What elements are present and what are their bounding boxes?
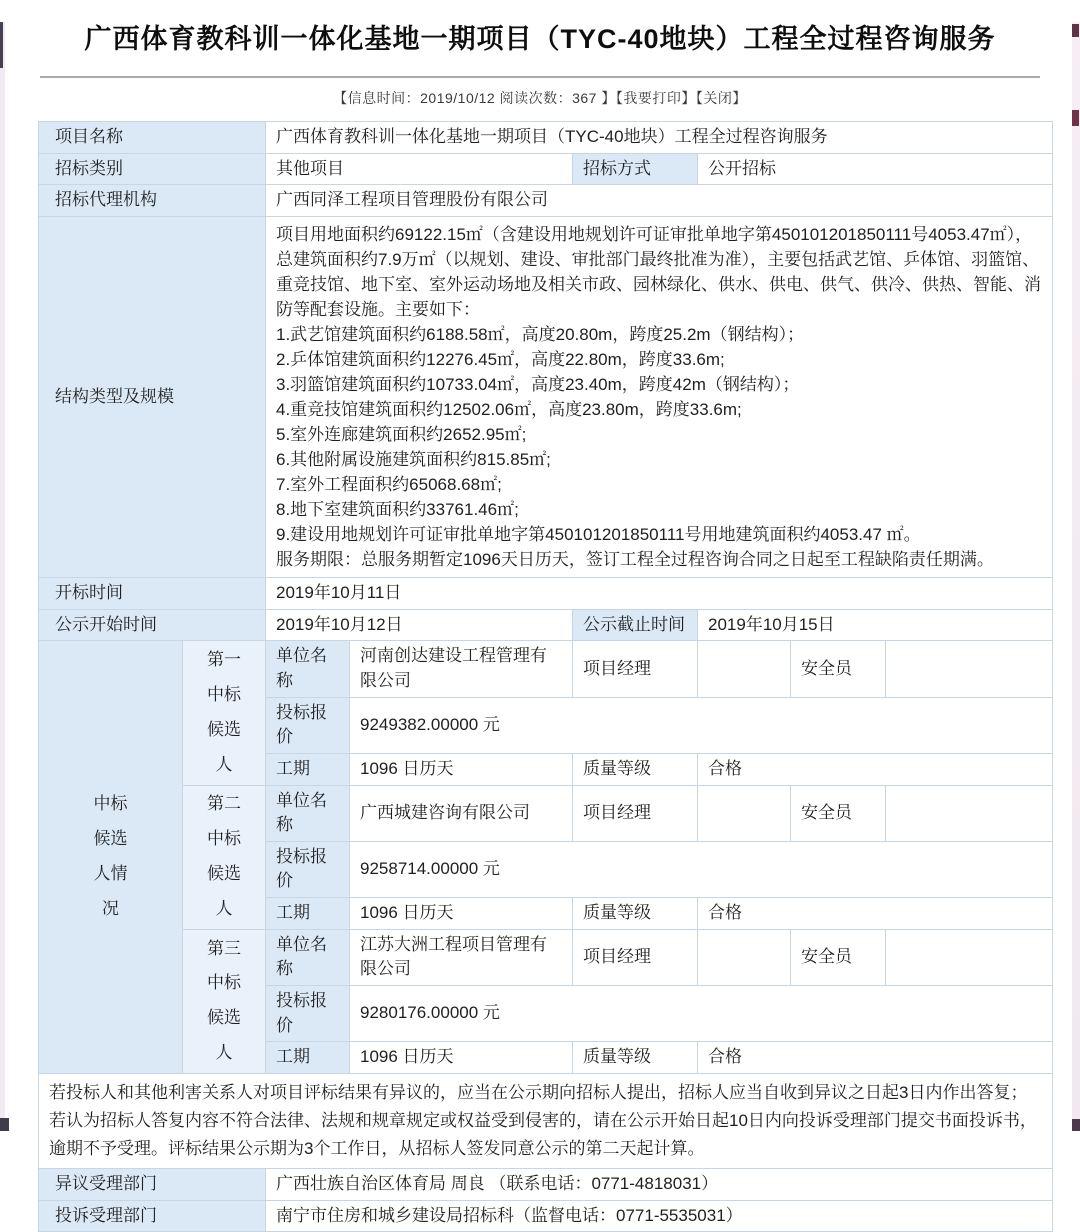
- table-row: [39, 1168, 1053, 1200]
- structure-service-period: 服务期限：总服务期暂定1096天日历天，签订工程全过程咨询合同之日起至工程缺陷责任期满。: [276, 550, 994, 570]
- structure-value: [266, 217, 1053, 578]
- candidate-safety-label: 安全员: [791, 641, 886, 697]
- announcement-table: [38, 121, 1053, 1232]
- candidate-duration-label: 工期: [266, 1042, 350, 1074]
- candidate-unit-value: 江苏大洲工程项目管理有限公司: [350, 929, 573, 985]
- candidate-safety-value: [886, 641, 1053, 697]
- structure-item: 7.室外工程面积约65068.68㎡;: [276, 475, 502, 495]
- project-name-value: 广西体育教科训一体化基地一期项目（TYC-40地块）工程全过程咨询服务: [266, 122, 1053, 154]
- corner-mark-top-right: [1072, 24, 1079, 37]
- announcement-page: [0, 22, 1080, 1225]
- edge-mark-right-infobar: [1072, 110, 1079, 126]
- candidate-price-label: 投标报价: [266, 841, 350, 897]
- structure-item: 1.武艺馆建筑面积约6188.58㎡，高度20.80m，跨度25.2m（钢结构）；: [276, 325, 805, 345]
- objection-notice-text: 若投标人和其他利害关系人对项目评标结果有异议的，应当在公示期向招标人提出，招标人应当自收到异议之日起3日内作出答复；若认为招标人答复内容不符合法律、法规和规章规定或权益受到侵害的，请在公示开始日起10日内向投诉受理部门提交书面投诉书，逾期不予受理。评标结果公示期为3个工作日，从招标人签发同意公示的第二天起计算。: [39, 1073, 1053, 1168]
- table-row: [39, 217, 1053, 578]
- info-bar: [0, 88, 1080, 108]
- candidate-quality-value: 合格: [698, 898, 1053, 930]
- candidate-price-label: 投标报价: [266, 985, 350, 1041]
- structure-item: 6.其他附属设施建筑面积约815.85㎡;: [276, 450, 551, 470]
- objection-dept-value: 广西壮族自治区体育局 周良 （联系电话：0771-4818031）: [266, 1168, 1053, 1200]
- page-edge-right-strip: [1072, 22, 1080, 1131]
- structure-item: 5.室外连廊建筑面积约2652.95㎡;: [276, 425, 527, 445]
- candidates-section-label: [39, 641, 183, 1074]
- candidate-rank: [183, 785, 266, 929]
- complaint-dept-value: 南宁市住房和城乡建设局招标科（监督电话：0771-5535031）: [266, 1200, 1053, 1232]
- title-divider: [40, 76, 1040, 78]
- corner-mark-top-left: [0, 22, 3, 68]
- candidate-pm-label: 项目经理: [573, 929, 698, 985]
- candidate-unit-label: 单位名称: [266, 641, 350, 697]
- table-row: [39, 1200, 1053, 1232]
- bid-category-label: 招标类别: [39, 153, 266, 185]
- candidate-row: [39, 641, 1053, 697]
- candidate-price-value: 9258714.00000 元: [350, 841, 1053, 897]
- structure-item: 2.乒体馆建筑面积约12276.45㎡，高度22.80m，跨度33.6m;: [276, 350, 725, 370]
- candidates-section-label-text: 中标候选人情况: [93, 794, 128, 918]
- open-time-label: 开标时间: [39, 578, 266, 610]
- candidate-safety-label: 安全员: [791, 785, 886, 841]
- candidate-unit-value: 广西城建咨询有限公司: [350, 785, 573, 841]
- candidate-quality-value: 合格: [698, 753, 1053, 785]
- bid-method-value: 公开招标: [698, 153, 1053, 185]
- candidate-rank: [183, 641, 266, 785]
- candidate-duration-value: 1096 日历天: [350, 1042, 573, 1074]
- candidate-safety-value: [886, 785, 1053, 841]
- bid-category-value: 其他项目: [266, 153, 573, 185]
- candidate-price-value: 9280176.00000 元: [350, 985, 1053, 1041]
- structure-item: 4.重竞技馆建筑面积约12502.06㎡，高度23.80m，跨度33.6m;: [276, 400, 742, 420]
- candidate-rank: [183, 929, 266, 1073]
- structure-label: 结构类型及规模: [39, 217, 266, 578]
- structure-item: 9.建设用地规划许可证审批单地字第450101201850111号用地建筑面积约4053.47 ㎡。: [276, 525, 921, 545]
- page-edge-left-strip: [0, 22, 5, 1131]
- project-name-label: 项目名称: [39, 122, 266, 154]
- table-row: [39, 1073, 1053, 1168]
- publicity-end-value: 2019年10月15日: [698, 609, 1053, 641]
- candidate-quality-label: 质量等级: [573, 898, 698, 930]
- candidate-price-value: 9249382.00000 元: [350, 697, 1053, 753]
- corner-mark-bottom-left: [0, 1118, 9, 1131]
- corner-mark-bottom-right: [1072, 1119, 1080, 1131]
- page-title: 广西体育教科训一体化基地一期项目（TYC-40地块）工程全过程咨询服务: [84, 24, 996, 54]
- candidate-quality-label: 质量等级: [573, 753, 698, 785]
- print-link[interactable]: 【我要打印】: [615, 90, 696, 107]
- candidate-duration-label: 工期: [266, 898, 350, 930]
- agency-label: 招标代理机构: [39, 185, 266, 217]
- complaint-dept-label: 投诉受理部门: [39, 1200, 266, 1232]
- candidate-rank-text: 第一中标候选人: [207, 650, 241, 774]
- info-time-text: 【信息时间：2019/10/12 阅读次数：367 】: [333, 90, 616, 107]
- close-link[interactable]: 【关闭】: [695, 90, 747, 107]
- candidate-price-label: 投标报价: [266, 697, 350, 753]
- candidate-pm-value: [698, 929, 791, 985]
- open-time-value: 2019年10月11日: [266, 578, 1053, 610]
- candidate-safety-label: 安全员: [791, 929, 886, 985]
- candidate-row: [39, 785, 1053, 841]
- publicity-start-value: 2019年10月12日: [266, 609, 573, 641]
- candidate-pm-value: [698, 641, 791, 697]
- bid-method-label: 招标方式: [573, 153, 698, 185]
- candidate-duration-label: 工期: [266, 753, 350, 785]
- table-row: [39, 609, 1053, 641]
- structure-item: 8.地下室建筑面积约33761.46㎡;: [276, 500, 519, 520]
- publicity-start-label: 公示开始时间: [39, 609, 266, 641]
- table-row: [39, 578, 1053, 610]
- candidate-rank-text: 第二中标候选人: [207, 794, 241, 918]
- candidate-rank-text: 第三中标候选人: [207, 938, 241, 1063]
- table-row: [39, 185, 1053, 217]
- candidate-quality-label: 质量等级: [573, 1042, 698, 1074]
- structure-intro: 项目用地面积约69122.15㎡（含建设用地规划许可证审批单地字第450101201850111号4053.47㎡），总建筑面积约7.9万㎡（以规划、建设、审批部门最终批准为准），主要包括武艺馆、乒体馆、羽篮馆、重竞技馆、地下室、室外运动场地及相关市政、园林绿化、供水、供电、供气、供冷、供热、智能、消防等配套设施。主要如下：: [276, 225, 1041, 320]
- agency-value: 广西同泽工程项目管理股份有限公司: [266, 185, 1053, 217]
- candidate-unit-value: 河南创达建设工程管理有限公司: [350, 641, 573, 697]
- candidate-unit-label: 单位名称: [266, 929, 350, 985]
- structure-item: 3.羽篮馆建筑面积约10733.04㎡，高度23.40m，跨度42m（钢结构）；: [276, 375, 800, 395]
- candidate-pm-label: 项目经理: [573, 641, 698, 697]
- objection-dept-label: 异议受理部门: [39, 1168, 266, 1200]
- table-row: [39, 122, 1053, 154]
- candidate-pm-value: [698, 785, 791, 841]
- publicity-end-label: 公示截止时间: [573, 609, 698, 641]
- candidate-row: [39, 929, 1053, 985]
- table-row: [39, 153, 1053, 185]
- candidate-unit-label: 单位名称: [266, 785, 350, 841]
- candidate-duration-value: 1096 日历天: [350, 898, 573, 930]
- candidate-safety-value: [886, 929, 1053, 985]
- candidate-duration-value: 1096 日历天: [350, 753, 573, 785]
- candidate-quality-value: 合格: [698, 1042, 1053, 1074]
- candidate-pm-label: 项目经理: [573, 785, 698, 841]
